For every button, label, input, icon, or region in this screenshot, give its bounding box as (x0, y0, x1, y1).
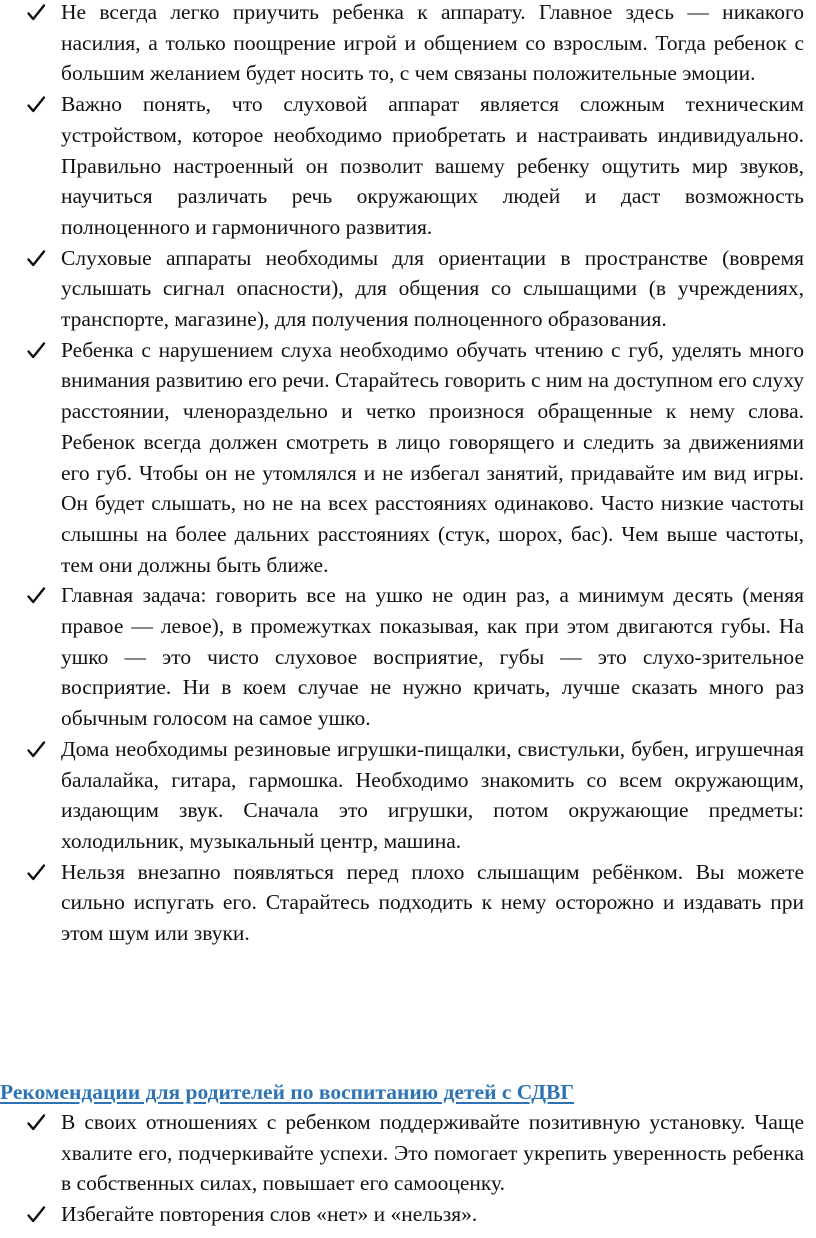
list-item (0, 1199, 816, 1230)
list-item-text: Избегайте повторения слов «нет» и «нельзя». (61, 1202, 478, 1227)
check-mark-icon (26, 0, 48, 27)
check-mark-icon (26, 89, 48, 119)
list-item-text: Ребенка с нарушением слуха необходимо обучать чтению с губ, уделять много внимания развитию его речи. Старайтесь говорить с ним на доступном его слуху расстоянии, членораздельно и четко произнося обращенные к нему слова. Ребенок всегда должен смотреть в лицо говорящего и следить за движениями его губ. Чтобы он не утомлялся и не избегал занятий, придавайте им вид игры. Он будет слышать, но не на всех расстояниях одинаково. Часто низкие частоты слышны на более дальних расстояниях (стук, шорох, бас). Чем выше частоты, тем они должны быть ближе. (61, 337, 804, 577)
list-item (0, 734, 816, 857)
list-item-text: В своих отношениях с ребенком поддерживайте позитивную установку. Чаще хвалите его, подчеркивайте успехи. Это помогает укрепить уверенность ребенка в собственных силах, повышает его самооценку. (61, 1110, 804, 1196)
list-item-text: Важно понять, что слуховой аппарат является сложным техническим устройством, которое необходимо приобретать и настраивать индивидуально. Правильно настроенный он позволит вашему ребенку ощутить мир звуков, научиться различать речь окружающих людей и даст возможность полноценного и гармоничного развития. (61, 92, 804, 239)
list-item-text: Нельзя внезапно появляться перед плохо слышащим ребёнком. Вы можете сильно испугать его. Старайтесь подходить к нему осторожно и издавать при этом шум или звуки. (61, 859, 804, 946)
section-heading: Рекомендации для родителей по воспитанию детей с СДВГ (0, 1080, 575, 1104)
list-item-text: Главная задача: говорить все на ушко не один раз, а минимум десять (меняя правое — левое), в промежутках показывая, как при этом двигаются губы. На ушко — это чисто слуховое восприятие, губы — это слухо-зрительное восприятие. Ни в коем случае не нужно кричать, лучше сказать много раз обычным голосом на самое ушко. (61, 583, 804, 731)
list-item (0, 0, 816, 89)
list-item (0, 335, 816, 581)
list-item-text: Слуховые аппараты необходимы для ориентации в пространстве (вовремя услышать сигнал опасности), для общения со слышащими (в учреждениях, транспорте, магазине), для получения полноценного образования. (61, 245, 804, 332)
list-item-text: Не всегда легко приучить ребенка к аппарату. Главное здесь — никакого насилия, а только поощрение игрой и общением со взрослым. Тогда ребенок с большим желанием будет носить то, с чем связаны положительные эмоции. (61, 0, 804, 86)
check-mark-icon (26, 857, 48, 887)
check-mark-icon (26, 734, 48, 764)
adhd-recommendations-list (0, 1107, 816, 1230)
list-item (0, 580, 816, 734)
list-item (0, 857, 816, 949)
list-item (0, 243, 816, 335)
check-mark-icon (26, 580, 48, 610)
list-item-text: Дома необходимы резиновые игрушки-пищалки, свистульки, бубен, игрушечная балалайка, гитара, гармошка. Необходимо знакомить со всем окружающим, издающим звук. Сначала это игрушки, потом окружающие предметы: холодильник, музыкальный центр, машина. (61, 736, 804, 853)
check-mark-icon (26, 1199, 48, 1229)
list-item (0, 1107, 816, 1199)
check-mark-icon (26, 243, 48, 273)
check-mark-icon (26, 1107, 48, 1137)
check-mark-icon (26, 335, 48, 365)
list-item (0, 89, 816, 243)
